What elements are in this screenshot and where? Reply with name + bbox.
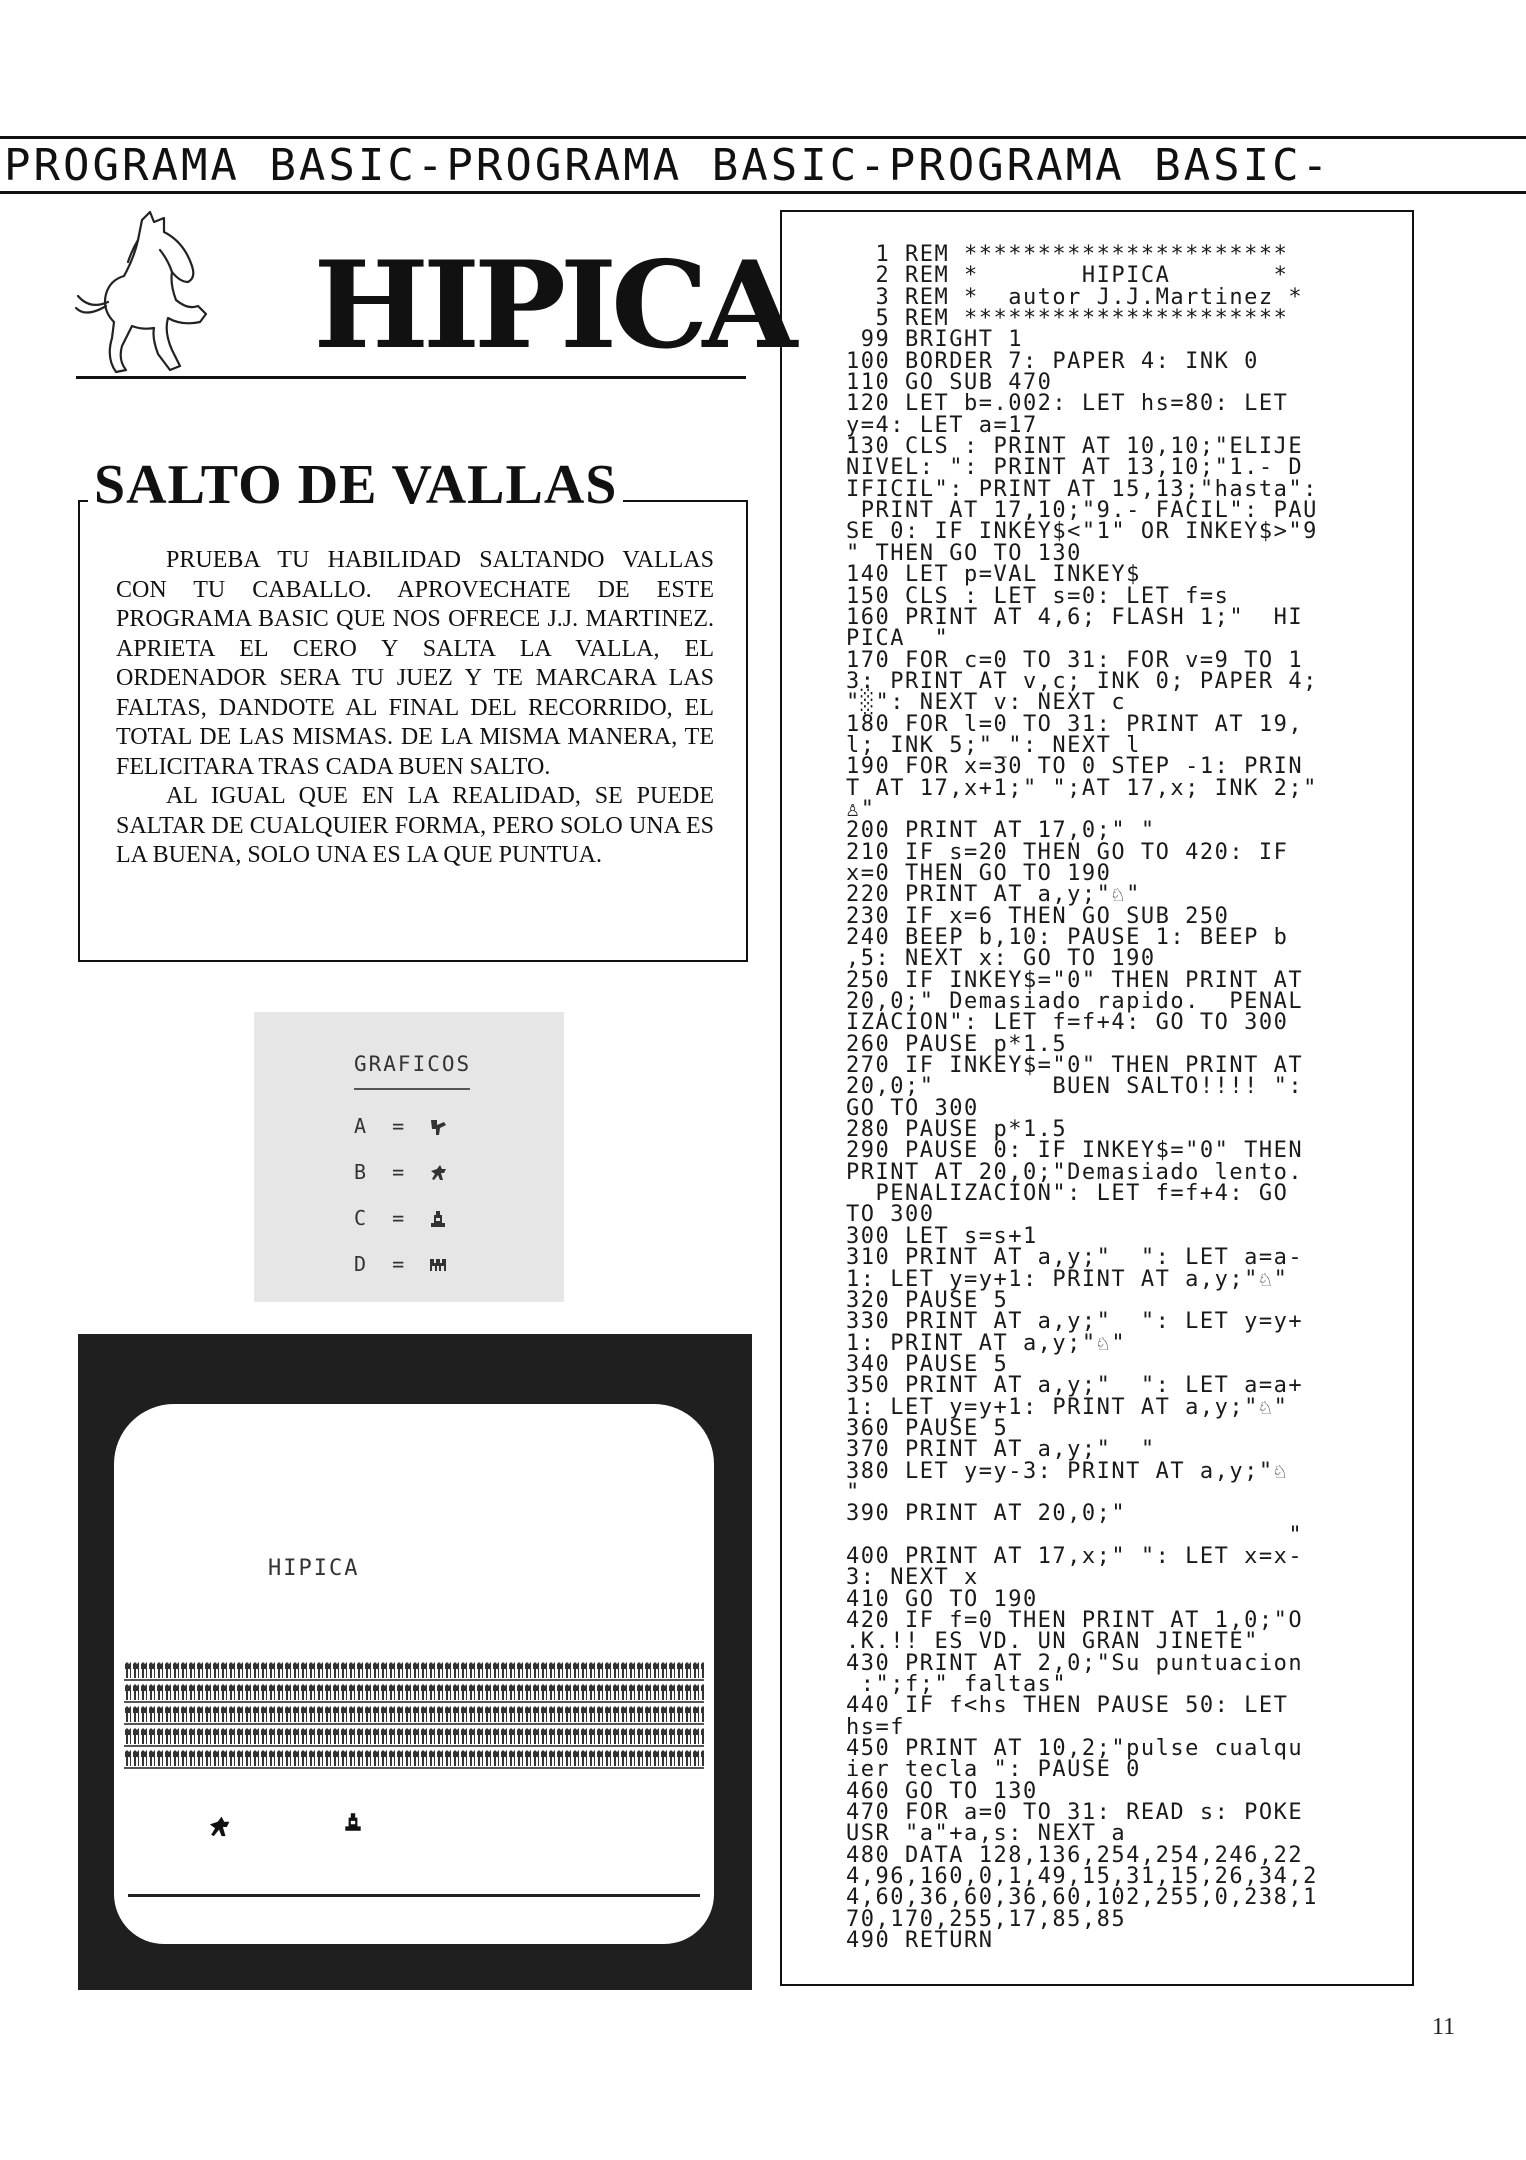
code-line: hs=f (846, 1714, 905, 1740)
graficos-letter: C (354, 1206, 367, 1230)
horse-run-sprite-icon (428, 1163, 448, 1183)
code-line: 430 PRINT AT 2,0;"Su puntuacion (846, 1650, 1304, 1676)
code-line: ♙" (846, 796, 876, 822)
code-line: PRINT AT 20,0;"Demasiado lento. (846, 1159, 1304, 1185)
code-line: 200 PRINT AT 17,0;" " (846, 818, 1156, 844)
graficos-letter: D (354, 1252, 367, 1276)
game-screenshot (78, 1334, 752, 1990)
code-line: 420 IF f=0 THEN PRINT AT 1,0;"O (846, 1608, 1304, 1633)
code-line: 450 PRINT AT 10,2;"pulse cualqu (846, 1736, 1304, 1762)
horse-jump-sprite-icon (428, 1117, 448, 1137)
code-line: .K.!! ES VD. UN GRAN JINETE" (846, 1629, 1259, 1655)
code-line: 410 GO TO 190 (846, 1586, 1038, 1612)
code-line: 300 LET s=s+1 (846, 1223, 1038, 1249)
code-line: 70,170,255,17,85,85 (846, 1906, 1127, 1932)
graficos-title: GRAFICOS (354, 1052, 472, 1076)
code-line: 370 PRINT AT a,y;" " (846, 1437, 1156, 1463)
code-line: TO 300 (846, 1202, 935, 1228)
code-line: 490 RETURN (846, 1928, 994, 1954)
code-line: 270 IF INKEY$="0" THEN PRINT AT (846, 1053, 1304, 1079)
code-line: 440 IF f<hs THEN PAUSE 50: LET (846, 1693, 1289, 1719)
code-line: 1: LET y=y+1: PRINT AT a,y;"♘" (846, 1394, 1289, 1420)
tv-screen (114, 1404, 714, 1944)
code-line: ,5: NEXT x: GO TO 190 (846, 946, 1156, 972)
code-line: SE 0: IF INKEY$<"1" OR INKEY$>"9 (846, 519, 1318, 545)
code-line: " (1288, 1522, 1304, 1548)
code-line: 3 REM * autor J.J.Martinez * (875, 284, 1304, 310)
code-line: 250 IF INKEY$="0" THEN PRINT AT (846, 967, 1304, 993)
horse-illustration-icon (72, 210, 242, 375)
code-line: 1: LET y=y+1: PRINT AT a,y;"♘" (846, 1266, 1289, 1292)
code-line: l; INK 5;"_": NEXT l (846, 732, 1141, 758)
crowd-sprite-icon (428, 1255, 448, 1275)
graficos-letter: A (354, 1114, 367, 1138)
code-line: GO TO 300 (846, 1095, 979, 1121)
code-line: 290 PAUSE 0: IF INKEY$="0" THEN (846, 1138, 1304, 1164)
logo-divider (76, 376, 746, 379)
code-line: :";f;" faltas" (860, 1672, 1068, 1698)
code-line: 1 REM ********************** (875, 242, 1289, 267)
fence-obstacle-sprite-icon (342, 1808, 364, 1836)
ground-line (128, 1894, 700, 1897)
code-line: 3: NEXT x (846, 1565, 979, 1591)
code-line: NIVEL: ": PRINT AT 13,10;"1.- D (846, 455, 1304, 481)
code-line: 20,0;" BUEN SALTO!!!! ": (846, 1074, 1304, 1100)
code-line: 360 PAUSE 5 (846, 1415, 1009, 1441)
code-line: 460 GO TO 130 (846, 1778, 1038, 1804)
code-line: 100 BORDER 7: PAPER 4: INK 0 (846, 348, 1259, 374)
code-line: 210 IF s=20 THEN GO TO 420: IF (846, 839, 1289, 865)
article-paragraph: PRUEBA TU HABILIDAD SALTANDO VALLAS CON TU CABALLO. APROVECHATE DE ESTE PROGRAMA BASIC QUE NOS OFRECE J.J. MARTINEZ. APRIETA EL CERO Y SALTA LA VALLA, EL ORDENADOR SERA TU JUEZ Y TE MARCARA LAS FALTAS, DANDOTE AL FINAL DEL RECORRIDO, EL TOTAL DE LAS MISMAS. DE LA MISMA MANERA, TE FELICITARA TRAS CADA BUEN SALTO. (116, 547, 714, 780)
code-line: 260 PAUSE p*1.5 (846, 1031, 1068, 1057)
graficos-row (354, 1160, 448, 1184)
article-body (116, 546, 714, 871)
code-line: 150 CLS : LET s=0: LET f=s (846, 583, 1230, 609)
code-line: x=0 THEN GO TO 190 (846, 860, 1112, 886)
code-line: 380 LET y=y-3: PRINT AT a,y;"♘ (846, 1458, 1289, 1484)
code-line: "░": NEXT v: NEXT c (846, 690, 1127, 716)
code-line: PRINT AT 17,10;"9.- FACIL": PAU (860, 498, 1318, 524)
banner-text: PROGRAMA BASIC-PROGRAMA BASIC-PROGRAMA BASIC- (4, 140, 1332, 191)
article-title: SALTO DE VALLAS (88, 452, 623, 518)
graficos-divider (354, 1088, 470, 1090)
code-line: 400 PRINT AT 17,x;" ": LET x=x- (846, 1543, 1304, 1569)
code-line: 4,60,36,60,36,60,102,255,0,238,1 (846, 1885, 1318, 1911)
article-paragraph: AL IGUAL QUE EN LA REALIDAD, SE PUEDE SALTAR DE CUALQUIER FORMA, PERO SOLO UNA ES LA BUENA, SOLO UNA ES LA QUE PUNTUA. (116, 783, 714, 868)
graficos-equals: = (392, 1252, 405, 1276)
graficos-panel (254, 1012, 564, 1302)
code-line: 220 PRINT AT a,y;"♘" (846, 882, 1141, 908)
code-line: " (846, 1479, 861, 1505)
code-line: PENALIZACION": LET f=f+4: GO (875, 1181, 1289, 1207)
code-line: 130 CLS : PRINT AT 10,10;"ELIJE (846, 434, 1304, 460)
basic-code-listing (846, 244, 1318, 1952)
graficos-letter: B (354, 1160, 367, 1184)
code-line: PICA " (846, 626, 950, 652)
graficos-row (354, 1252, 448, 1276)
code-line: 5 REM ********************** (875, 306, 1289, 332)
code-line: 3: PRINT AT v,c; INK 0; PAPER 4; (846, 668, 1318, 694)
graficos-row (354, 1206, 448, 1230)
code-line: " THEN GO TO 130 (846, 540, 1082, 566)
code-line: 110 GO SUB 470 (846, 370, 1053, 396)
code-line: 4,96,160,0,1,49,15,31,15,26,34,2 (846, 1864, 1318, 1890)
code-line: 350 PRINT AT a,y;" ": LET a=a+ (846, 1373, 1304, 1399)
horse-rider-sprite-icon (204, 1814, 234, 1840)
code-line: 180 FOR l=0 TO 31: PRINT AT 19, (846, 711, 1304, 737)
code-line: 280 PAUSE p*1.5 (846, 1117, 1068, 1143)
code-line: 230 IF x=6 THEN GO SUB 250 (846, 903, 1230, 929)
graficos-equals: = (392, 1206, 405, 1230)
code-line: IZACION": LET f=f+4: GO TO 300 (846, 1010, 1289, 1036)
code-line: 99 BRIGHT 1 (860, 327, 1023, 353)
code-line: 160 PRINT AT 4,6; FLASH 1;" HI (846, 604, 1304, 630)
code-line: T AT 17,x+1;" ";AT 17,x; INK 2;" (846, 775, 1318, 801)
code-line: 2 REM * HIPICA * (875, 263, 1289, 289)
code-line: ier tecla ": PAUSE 0 (846, 1757, 1141, 1783)
code-line: 320 PAUSE 5 (846, 1287, 1009, 1313)
header-banner (0, 136, 1526, 194)
code-line: 480 DATA 128,136,254,254,246,22 (846, 1842, 1304, 1868)
code-line: 1: PRINT AT a,y;"♘" (846, 1330, 1127, 1356)
code-line: y=4: LET a=17 (846, 412, 1038, 438)
code-listing-box (780, 210, 1414, 1986)
code-line: 330 PRINT AT a,y;" ": LET y=y+ (846, 1309, 1304, 1335)
code-line: 340 PAUSE 5 (846, 1351, 1009, 1377)
code-line: 120 LET b=.002: LET hs=80: LET (846, 391, 1289, 417)
fence-post-sprite-icon (428, 1209, 448, 1229)
crowd-fence-pattern (124, 1660, 704, 1772)
code-line: IFICIL": PRINT AT 15,13;"hasta": (846, 476, 1318, 502)
graficos-row (354, 1114, 448, 1138)
code-line: 390 PRINT AT 20,0;" (846, 1501, 1127, 1527)
code-line: 470 FOR a=0 TO 31: READ s: POKE (846, 1800, 1304, 1826)
graficos-equals: = (392, 1114, 405, 1138)
code-line: 170 FOR c=0 TO 31: FOR v=9 TO 1 (846, 647, 1304, 673)
code-line: 190 FOR x=30 TO 0 STEP -1: PRIN (846, 754, 1304, 780)
code-line: 240 BEEP b,10: PAUSE 1: BEEP b (846, 925, 1289, 950)
code-line: 310 PRINT AT a,y;" ": LET a=a- (846, 1245, 1304, 1271)
screen-title: HIPICA (268, 1556, 360, 1581)
hipica-logo: HIPICA (313, 235, 792, 376)
code-line: 20,0;" Demasiado rapido. PENAL (846, 989, 1304, 1015)
code-line: USR "a"+a,s: NEXT a (846, 1821, 1127, 1847)
page-number: 11 (1432, 2014, 1456, 2040)
graficos-equals: = (392, 1160, 405, 1184)
code-line: 140 LET p=VAL INKEY$ (846, 562, 1141, 588)
